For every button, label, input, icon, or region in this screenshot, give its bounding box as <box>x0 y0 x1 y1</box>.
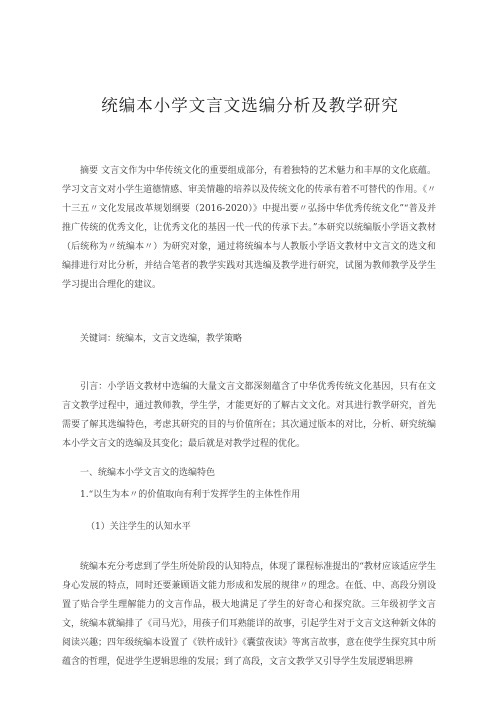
section-heading-1: 一、统编本小学文言文的选编特色 <box>80 468 216 478</box>
body-paragraph: 统编本充分考虑到了学生所处阶段的认知特点，体现了课程标准提出的“教材应该适应学生身心发展的特点，同时还要兼顾语文能力形成和发展的规律〃的理念。在低、中、高段分别设置了贴合学生理解能力的文言作品，极大地满足了学生的好奇心和探究欲。三年级初学文言文，统编本就编排了《司马光》，用孩子们耳熟能详的故事，引起学生对于文言文这种新文体的阅读兴趣；四年级统编本设置了《铁杵成针》《囊萤夜读》等寓言故事，意在使学生探究其中所蕴含的哲理，促进学生逻辑思维的发展；到了高段，文言文教学又引导学生发展逻辑思辨 <box>62 562 436 667</box>
section-heading-3: （1）关注学生的认知水平 <box>86 522 191 532</box>
document-title: 统编本小学文言文选编分析及教学研究 <box>101 96 399 115</box>
intro-paragraph: 引言：小学语文教材中选编的大量文言文都深刻蕴含了中华优秀传统文化基因，只有在文言文教学过程中，通过教师教，学生学，才能更好的了解古文文化。对其进行教学研究，首先需要了解其选编特色，考虑其研究的目的与价值所在；其次通过版本的对比，分析、研究统编本小学文言文的选编及其变化；最后就是对教学过程的优化。 <box>62 382 436 449</box>
keywords-line: 关键词：统编本，文言文选编，教学策略 <box>80 334 243 344</box>
section-heading-2: 1.“以生为本〃的价值取向有利于发挥学生的主体性作用 <box>80 490 301 500</box>
abstract-paragraph: 摘要 文言文作为中华传统文化的重要组成部分，有着独特的艺术魅力和丰厚的文化底蕴。学习文言文对小学生道德情感、审美情趣的培养以及传统文化的传承有着不可替代的作用。《〃十三五〃文化发展改革规划纲要（2016-2020）》中提出要〃弘扬中华优秀传统文化”“普及并推广传统的优秀文化，让优秀文化的基因一代一代的传承下去。”本研究以统编版小学语文教材（后统称为〃统编本〃）为研究对象，通过将统编本与人教版小学语文教材中文言文的选文和编排进行对比分析，并结合笔者的教学实践对其选编及教学进行研究，试图为教师教学及学生学习提出合理化的建议。 <box>62 166 436 290</box>
